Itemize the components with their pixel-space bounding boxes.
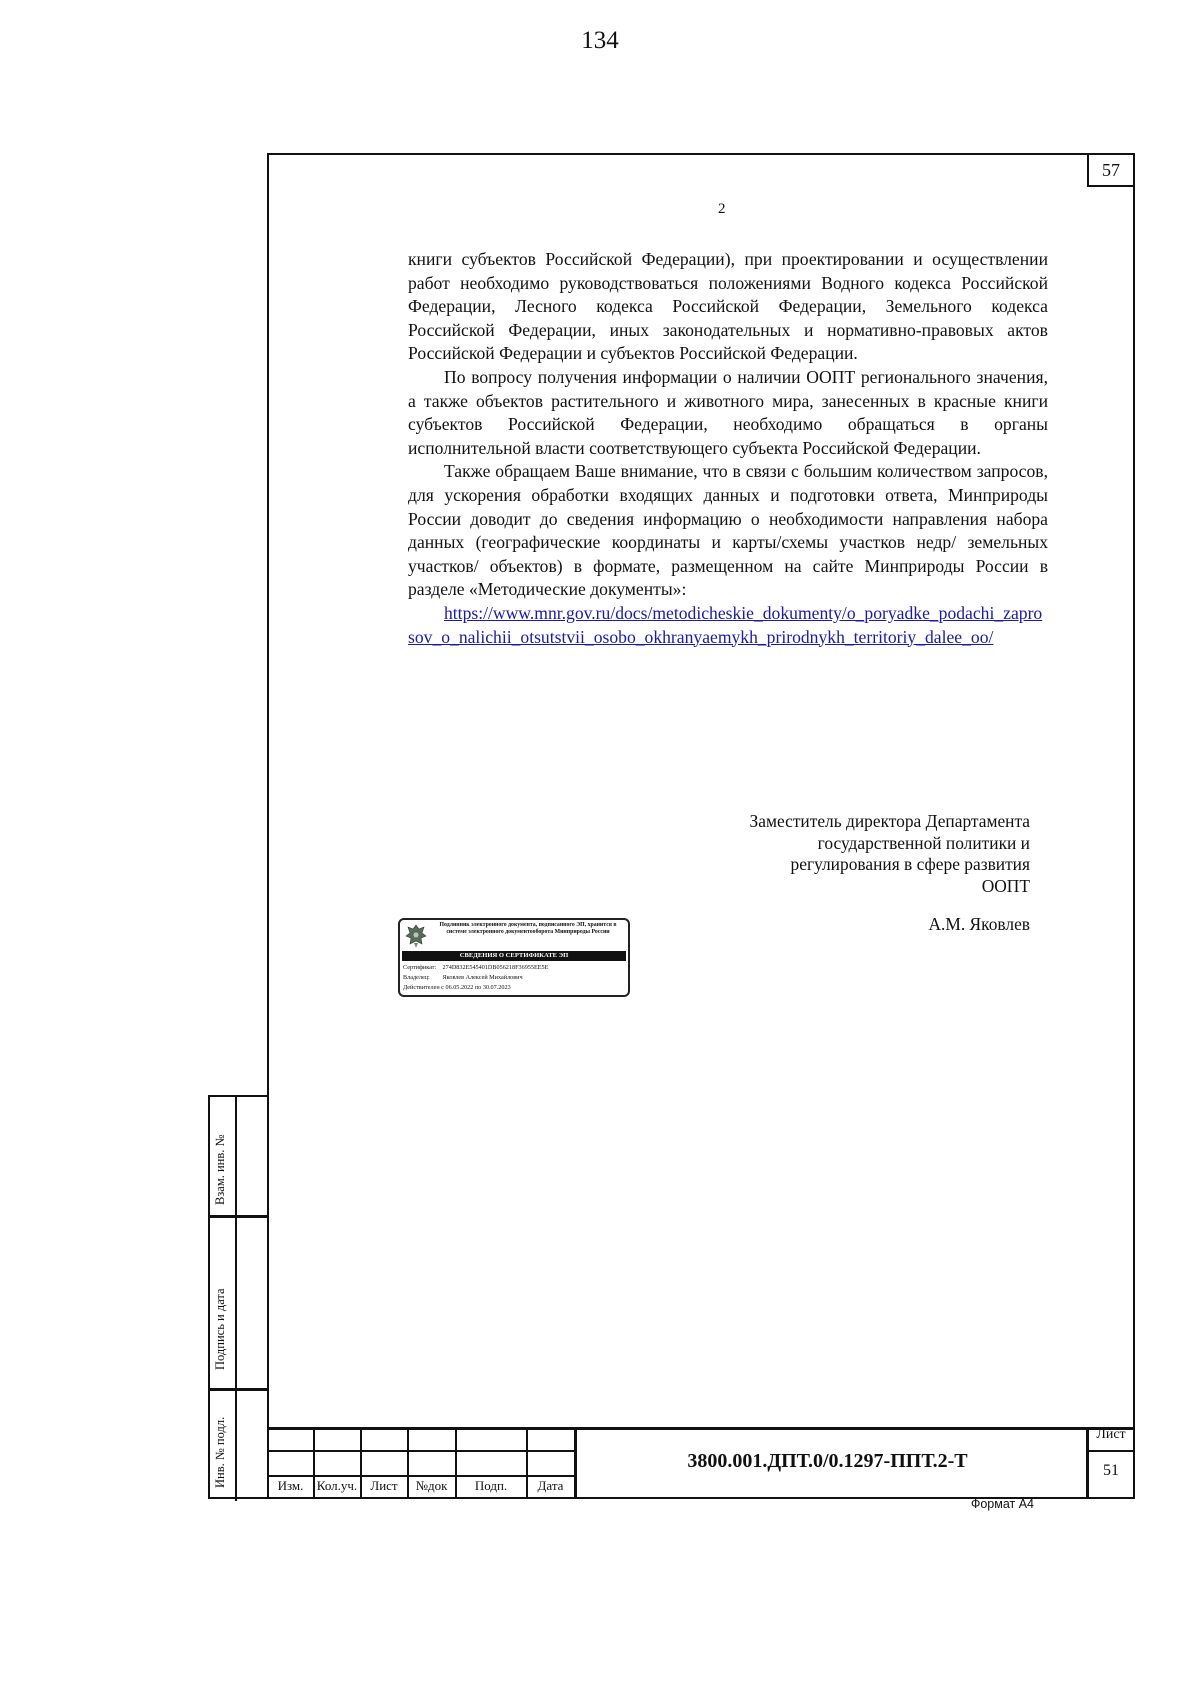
stamp-cert-label: Сертификат: [403, 964, 437, 971]
sheet-number: 51 [1103, 1462, 1119, 1479]
stamp-cert-value: 274D832E545401DB056218F36955EE5E [442, 964, 549, 971]
signature-position-line-2: государственной политики и [817, 832, 1030, 853]
tb-col-date: Дата [537, 1478, 564, 1493]
stamp-header: Подлинник электронного документа, подписанного ЭП, хранится в системе электронного документооборота Минприроды России [439, 922, 617, 936]
stamp-owner-value: Яковлев Алексей Михайлович [442, 974, 523, 981]
stamp-title: СВЕДЕНИЯ О СЕРТИФИКАТЕ ЭП [402, 951, 626, 961]
methodology-link[interactable]: https://www.mnr.gov.ru/docs/metodicheskie_dokumenty/o_poryadke_podachi_zaprosov_o_nalichii_otsutstvii_osobo_okhranyaemykh_prirodnykh_territoriy_dalee_oo/ [408, 602, 1043, 647]
tb-col-list: Лист [370, 1478, 398, 1493]
paragraph-2: По вопросу получения информации о наличии ООПТ регионального значения, а также объектов растительного и животного мира, занесенных в красные книги субъектов Российской Федерации, необходимо обращаться в органы исполнительной власти соответствующего субъекта Российской Федерации. [408, 366, 1048, 458]
tb-col-podp: Подп. [474, 1478, 508, 1493]
side-cell-replace-inv [210, 1097, 236, 1215]
document-code: 3800.001.ДПТ.0/0.1297-ППТ.2-Т [687, 1450, 968, 1472]
signature-block [700, 811, 1030, 897]
tb-col-izm: Изм. [277, 1478, 304, 1493]
tb-col-ndok: №док [415, 1478, 448, 1493]
electronic-signature-stamp [398, 918, 630, 997]
letter-body [408, 248, 1048, 649]
stamp-owner-label: Владелец: [403, 974, 430, 981]
stamp-cert-row [403, 964, 548, 973]
paragraph-1: книги субъектов Российской Федерации), при проектировании и осуществлении работ необходимо руководствоваться положениями Водного кодекса Российской Федерации, Лесного кодекса Российской Федерации, Земельного кодекса Российской Федерации, иных законодательных и нормативно-правовых актов Российской Федерации и субъектов Российской Федерации. [408, 249, 1048, 364]
signatory-name: А.М. Яковлев [928, 914, 1030, 934]
stamp-owner-row [403, 974, 523, 983]
signature-position-line-1: Заместитель директора Департамента [749, 811, 1030, 831]
page-number: 134 [581, 27, 619, 54]
side-label-signature-date: Подпись и дата [213, 1288, 227, 1370]
coat-of-arms-icon [404, 923, 428, 949]
sheet-label: Лист [1096, 1427, 1126, 1442]
tb-col-kol: Кол.уч. [316, 1478, 358, 1493]
stamp-validity: Действителен с 06.05.2022 по 30.07.2023 [403, 984, 511, 991]
tb-sheet-divider [1087, 1450, 1135, 1452]
side-cell-inv-original [210, 1390, 236, 1501]
paragraph-3: Также обращаем Ваше внимание, что в связи с большим количеством запросов, для ускорения обработки входящих данных и подготовки ответа, Минприроды России доводит до сведения информацию о необходимости направления набора данных (географические координаты и карты/схемы участков недр/ земельных участков/ объектов) в формате, размещенном на сайте Минприроды России в разделе «Методические документы»: [408, 461, 1048, 600]
side-strip [208, 1095, 267, 1499]
signature-position-line-4: ООПТ [981, 875, 1030, 896]
format-label: Формат А4 [970, 1497, 1034, 1511]
side-label-replace-inv: Взам. инв. № [213, 1134, 227, 1205]
side-cell-signature-date [210, 1217, 236, 1388]
signature-position-line-3: регулирования в сфере развития [790, 854, 1030, 874]
tb-top-line [267, 1427, 1135, 1430]
side-label-inv-original: Инв. № подл. [213, 1416, 227, 1488]
inner-page-number: 2 [718, 201, 726, 217]
sheet-counter: 57 [1087, 153, 1135, 187]
